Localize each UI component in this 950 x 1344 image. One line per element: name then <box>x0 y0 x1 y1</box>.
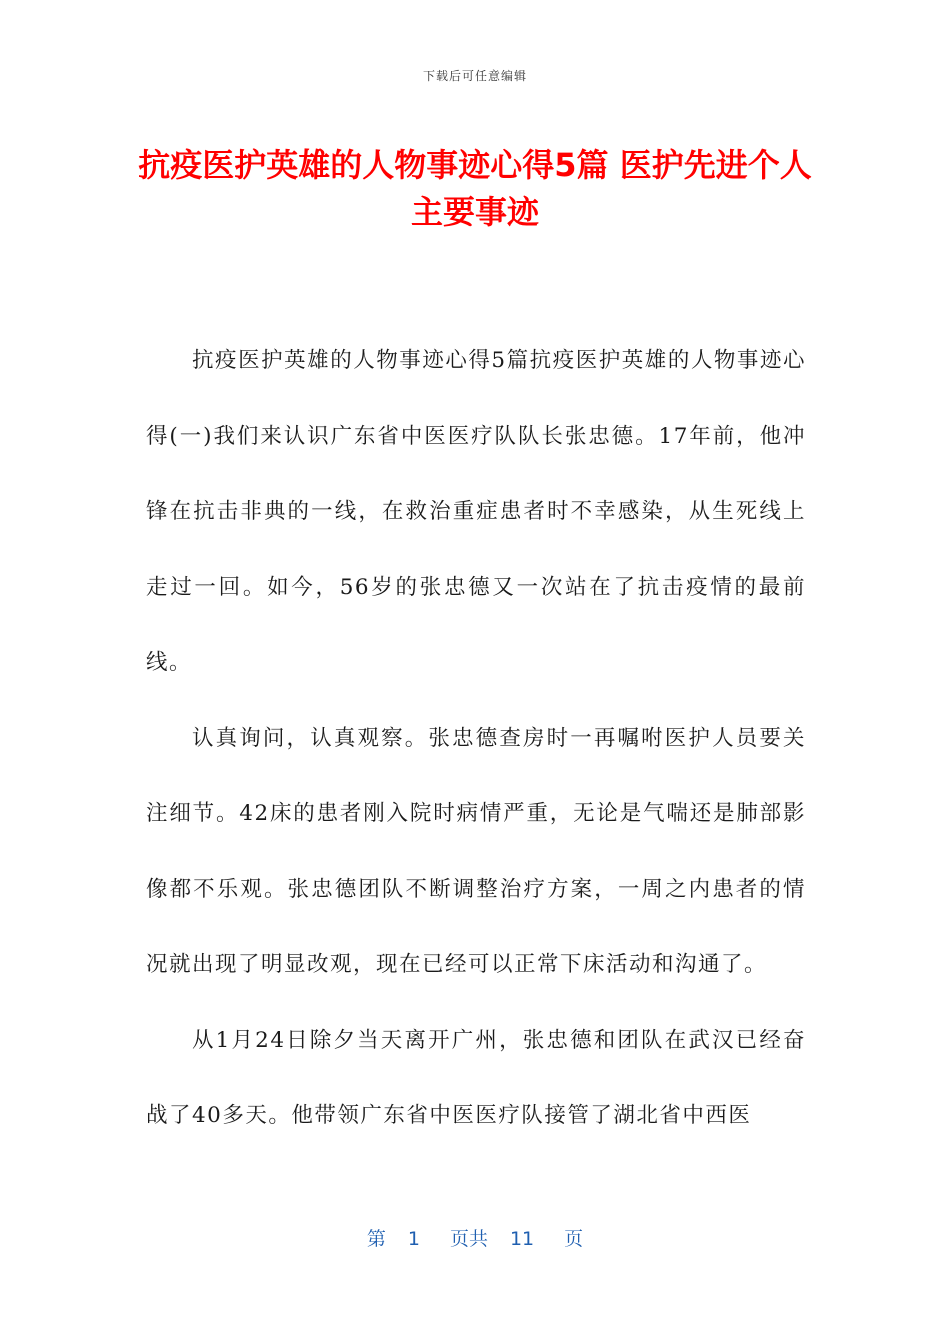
paragraph: 认真询问，认真观察。张忠德查房时一再嘱咐医护人员要关注细节。42床的患者刚入院时病情严重，无论是气喘还是肺部影像都不乐观。张忠德团队不断调整治疗方案，一周之内患者的情况就出现了明显改观，现在已经可以正常下床活动和沟通了。 <box>146 725 806 977</box>
document-title: 抗疫医护英雄的人物事迹心得5篇 医护先进个人主要事迹 <box>138 146 812 231</box>
page-number: 1 <box>407 1228 420 1250</box>
page-label-prefix: 第 <box>366 1228 386 1250</box>
page-label-mid: 页共 <box>449 1228 488 1250</box>
header-note: 下载后可任意编辑 <box>422 69 527 83</box>
page-footer <box>0 1224 950 1251</box>
page-label-suffix: 页 <box>564 1228 584 1250</box>
document-body <box>146 323 806 1154</box>
page-total: 11 <box>509 1228 535 1250</box>
paragraph: 抗疫医护英雄的人物事迹心得5篇抗疫医护英雄的人物事迹心得(一)我们来认识广东省中医医疗队队长张忠德。17年前，他冲锋在抗击非典的一线，在救治重症患者时不幸感染，从生死线上走过一回。如今，56岁的张忠德又一次站在了抗击疫情的最前线。 <box>146 348 806 675</box>
paragraph: 从1月24日除夕当天离开广州，张忠德和团队在武汉已经奋战了40多天。他带领广东省中医医疗队接管了湖北省中西医 <box>146 1027 806 1128</box>
